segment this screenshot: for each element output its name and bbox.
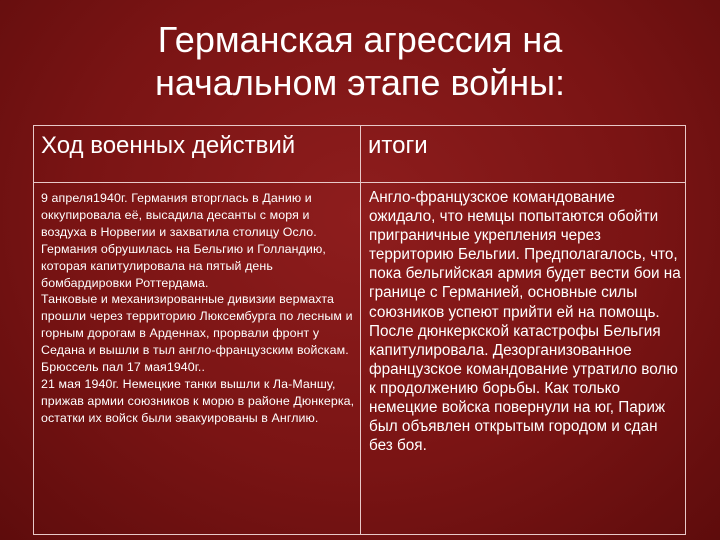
left-paragraph: 21 мая 1940г. Немецкие танки вышли к Ла-Маншу, прижав армии союзников к морю в районе Дюнкерка, остатки их войск были эвакуированы в Англию.	[41, 376, 355, 425]
comparison-table	[33, 125, 686, 535]
military-actions-cell	[34, 183, 361, 535]
right-paragraph: После дюнкеркской катастрофы Бельгия капитулировала. Дезорганизованное французское командование утратило волю к продолжению борьбы. Как только немецкие войска повернули на юг, Париж был объявлен открытым городом и сдан без боя.	[369, 322, 678, 455]
left-paragraph: Танковые и механизированные дивизии вермахта прошли через территорию Люксембурга по лесным и горным дорогам в Арденнах, прорвали фронт у Седана и вышли в тыл англо-французским войскам. Брюссель пал 17 мая1940г..	[41, 292, 353, 375]
slide-title-line-2: начальном этапе войны:	[154, 62, 566, 103]
slide-title	[60, 18, 660, 104]
header-military-actions: Ход военных действий	[34, 126, 361, 183]
left-paragraph: 9 апреля1940г. Германия вторглась в Данию и оккупировала её, высадила десанты с моря и воздуха в Норвегии и захватила столицу Осло.	[41, 191, 317, 239]
right-paragraph: Англо-французское командование ожидало, что немцы попытаются обойти приграничные укрепления через территорию Бельгии. Предполагалось, что, пока бельгийская армия будет вести бои на границе с Германией, основные силы союзников успеют прийти ей на помощь.	[369, 189, 681, 321]
slide-title-line-1: Германская агрессия на	[157, 19, 563, 60]
header-results: итоги	[361, 126, 686, 183]
left-paragraph: Германия обрушилась на Бельгию и Голландию, которая капитулировала на пятый день бомбардировки Роттердама.	[41, 241, 326, 290]
table-header-row	[34, 126, 686, 183]
table-row	[34, 183, 686, 535]
results-cell	[361, 183, 686, 535]
